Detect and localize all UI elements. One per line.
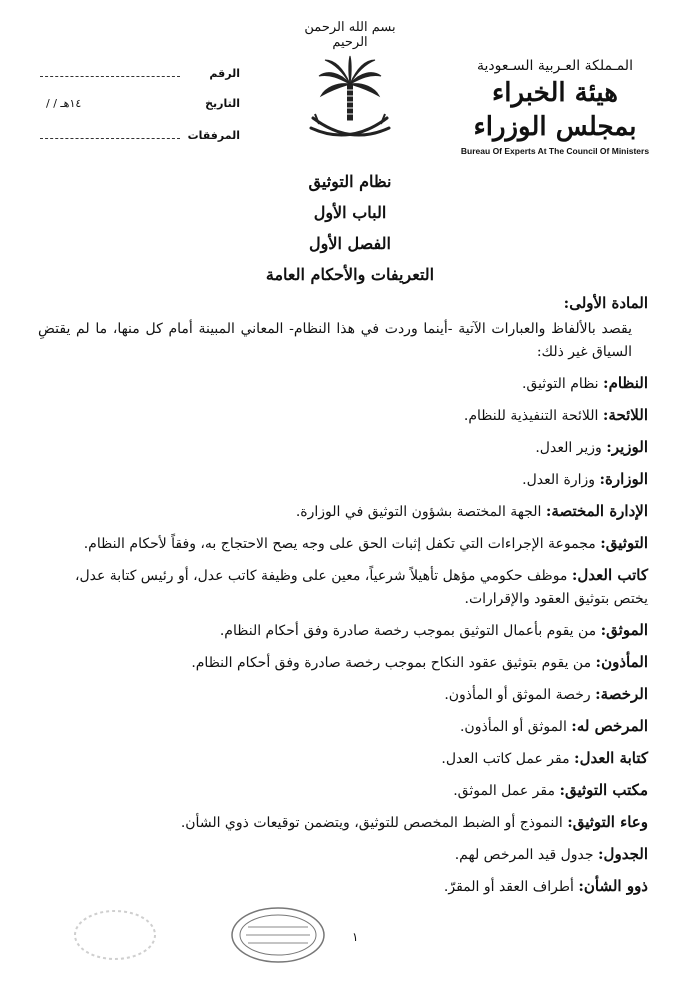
definition-item (38, 404, 648, 428)
basmala: بسم الله الرحمن الرحيم (304, 20, 396, 50)
definition-term: ذوو الشأن: (578, 877, 648, 895)
official-seal-icon (228, 905, 328, 965)
definition-text: رخصة الموثق أو المأذون. (444, 687, 596, 703)
system-title: نظام التوثيق (308, 172, 392, 191)
definition-term: المرخص له: (571, 717, 648, 735)
definition-item (38, 532, 648, 556)
definition-text: من يقوم بأعمال التوثيق بموجب رخصة صادرة وفق أحكام النظام. (219, 623, 601, 639)
definition-item (38, 747, 648, 771)
page-number: ١ (352, 930, 359, 944)
definition-text: اللائحة التنفيذية للنظام. (463, 408, 603, 424)
definition-text: وزير العدل. (535, 440, 607, 456)
definition-term: الموثق: (600, 621, 648, 639)
section-heading: التعريفات والأحكام العامة (265, 265, 435, 284)
definition-term: الوزير: (606, 438, 648, 456)
definition-item (38, 875, 648, 899)
definition-text: الجهة المختصة بشؤون التوثيق في الوزارة. (295, 504, 546, 520)
chapter-title: الباب الأول (313, 203, 387, 222)
date-value: / / ١٤هـ (46, 97, 82, 110)
definition-item (38, 811, 648, 835)
definition-term: كتابة العدل: (574, 749, 648, 767)
definition-term: الوزارة: (599, 470, 648, 488)
faint-stamp-icon (70, 905, 160, 965)
definition-text: مجموعة الإجراءات التي تكفل إثبات الحق على وجه يصح الاحتجاج به، وفقاً لأحكام النظام. (83, 536, 601, 552)
definition-text: الموثق أو المأذون. (459, 719, 572, 735)
definition-term: مكتب التوثيق: (559, 781, 648, 799)
definition-item (38, 619, 648, 643)
attachments-field (40, 128, 240, 159)
definition-term: النظام: (603, 374, 648, 392)
definition-item (38, 779, 648, 803)
definition-item (38, 651, 648, 675)
definition-text: النموذج أو الضبط المخصص للتوثيق، ويتضمن توقيعات ذوي الشأن. (180, 815, 568, 831)
definition-term: الإدارة المختصة: (545, 502, 648, 520)
article-title: المادة الأولى: (563, 294, 648, 312)
number-line (40, 66, 180, 77)
definition-text: من يقوم بتوثيق عقود النكاح بموجب رخصة صادرة وفق أحكام النظام. (191, 655, 596, 671)
definition-text: مقر عمل كاتب العدل. (441, 751, 575, 767)
definition-item (38, 372, 648, 396)
definition-text: نظام التوثيق. (521, 376, 604, 392)
definition-item (38, 683, 648, 707)
document-titles (0, 166, 700, 290)
attachments-line (40, 128, 180, 139)
bureau-name-arabic: هيئة الخبراء بمجلس الوزراء (473, 78, 637, 142)
definition-term: المأذون: (595, 653, 648, 671)
definition-text: جدول قيد المرخص لهم. (454, 847, 599, 863)
date-field (40, 97, 240, 128)
definition-item (38, 468, 648, 492)
number-field (40, 66, 240, 97)
definition-text: موظف حكومي مؤهل تأهيلاً شرعياً، معين على وظيفة كاتب عدل، أو رئيس كتابة عدل، يختص بتوثيق العقود والإقرارات. (74, 568, 648, 607)
definitions-list (38, 372, 648, 899)
palm-swords-emblem-icon (305, 54, 395, 146)
section-title: الفصل الأول (309, 234, 391, 253)
letterhead-bureau (450, 58, 660, 156)
definition-term: كاتب العدل: (571, 566, 648, 584)
letterhead-emblem-block (290, 20, 410, 146)
bureau-name-english: Bureau Of Experts At The Council Of Ministers (460, 146, 650, 156)
letter-reference-fields (40, 66, 240, 159)
definition-term: اللائحة: (602, 406, 648, 424)
document-body (38, 288, 648, 907)
article-intro: يقصد بالألفاظ والعبارات الآتية -أينما وردت في هذا النظام- المعاني المبينة أمام كل منها، ما لم يقتضِ السياق غير ذلك: (38, 321, 632, 360)
date-label: التاريخ (205, 97, 240, 110)
kingdom-name: المـملكة العـربية السـعودية (477, 58, 633, 74)
definition-term: وعاء التوثيق: (567, 813, 648, 831)
definition-item (38, 715, 648, 739)
definition-term: الرخصة: (595, 685, 648, 703)
definition-item (38, 500, 648, 524)
definition-item (38, 843, 648, 867)
definition-text: مقر عمل الموثق. (453, 783, 560, 799)
definition-text: أطراف العقد أو المقرّ. (443, 879, 579, 895)
definition-text: وزارة العدل. (522, 472, 600, 488)
definition-item (38, 564, 648, 611)
number-label: الرقم (209, 67, 240, 80)
definition-item (38, 436, 648, 460)
definition-term: التوثيق: (600, 534, 648, 552)
attachments-label: المرفقات (187, 129, 240, 142)
definition-term: الجدول: (598, 845, 648, 863)
